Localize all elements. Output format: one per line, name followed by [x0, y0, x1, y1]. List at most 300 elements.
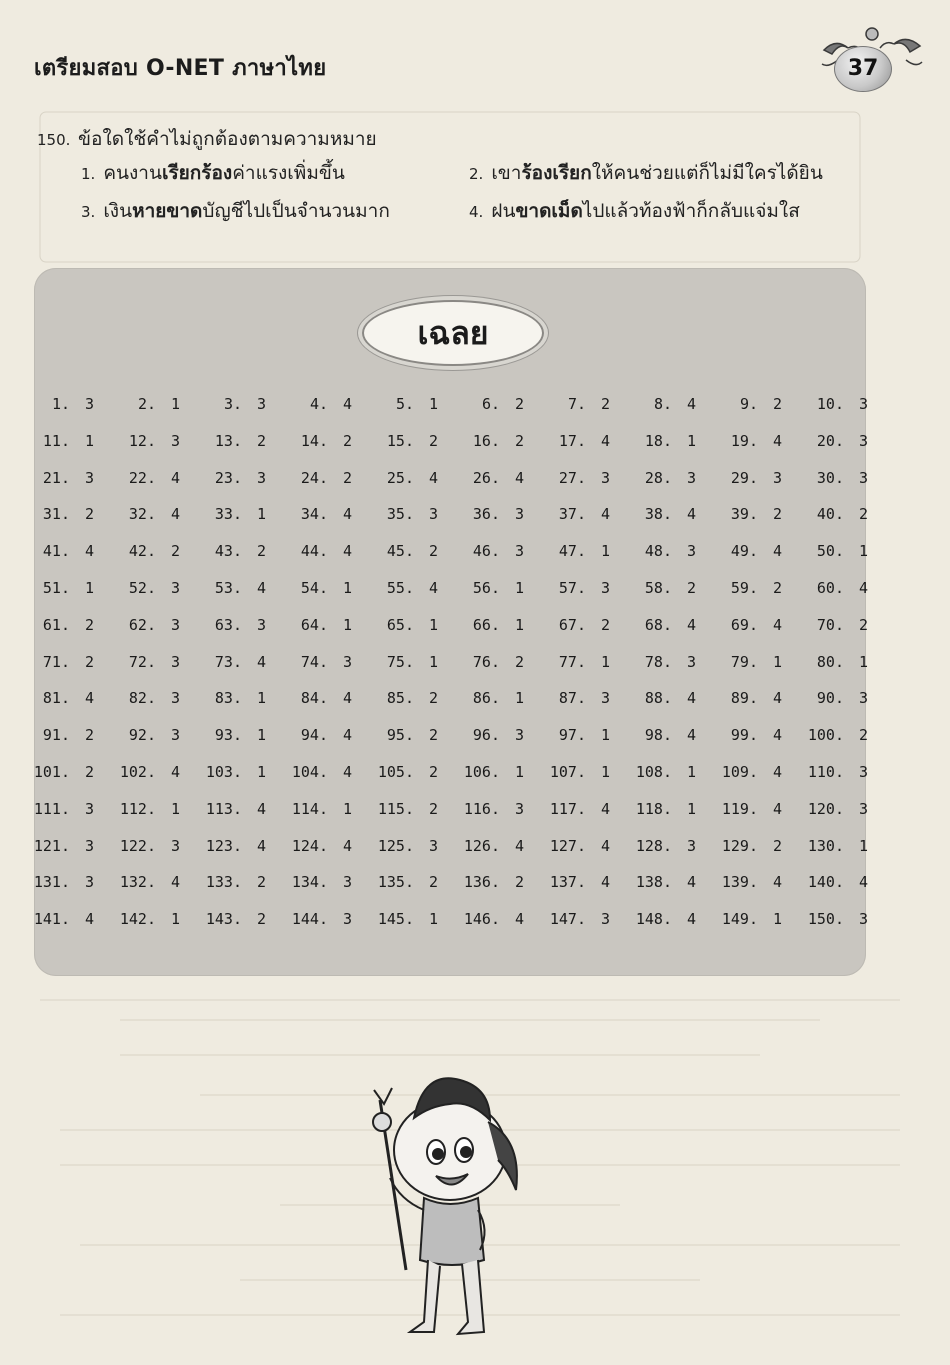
- answer-choice: 1: [858, 542, 868, 561]
- answer-choice: 2: [342, 468, 352, 487]
- answer-choice: 4: [858, 578, 868, 597]
- answer-question-number: 86.: [472, 689, 500, 708]
- answer-item: [540, 717, 616, 753]
- answer-choice: 4: [256, 652, 266, 671]
- answer-question-number: 5.: [395, 395, 414, 413]
- answer-item: [798, 607, 874, 643]
- answer-item: [24, 680, 100, 716]
- question-stem: ข้อใดใช้คำไม่ถูกต้องตามความหมาย: [78, 128, 377, 150]
- answer-choice: 1: [772, 910, 782, 929]
- answer-item: [196, 754, 272, 790]
- answer-question-number: 93.: [214, 726, 242, 745]
- option-text: คนงาน: [103, 162, 162, 184]
- answer-choice: 4: [772, 431, 782, 450]
- answer-question-number: 73.: [214, 652, 242, 671]
- answer-item: [24, 791, 100, 827]
- answer-row: [40, 533, 868, 570]
- answer-question-number: 82.: [128, 689, 156, 708]
- answer-item: [454, 754, 530, 790]
- answer-choice: 1: [256, 505, 266, 524]
- answer-question-number: 48.: [644, 542, 672, 561]
- answer-item: [712, 791, 788, 827]
- answer-question-number: 107.: [549, 762, 586, 781]
- answer-question-number: 43.: [214, 542, 242, 561]
- answer-question-number: 10.: [816, 395, 844, 413]
- answer-item: [24, 386, 100, 422]
- answer-item: [712, 607, 788, 643]
- answer-choice: 3: [170, 615, 180, 634]
- answer-question-number: 111.: [33, 799, 70, 818]
- answer-question-number: 126.: [463, 836, 500, 855]
- answer-row: [33, 828, 868, 865]
- answer-item: [110, 864, 186, 900]
- answer-item: [626, 791, 702, 827]
- answer-question-number: 91.: [42, 726, 70, 745]
- answer-choice: 1: [600, 726, 610, 745]
- answer-choice: 2: [600, 615, 610, 634]
- answer-choice: 3: [84, 395, 94, 413]
- answer-choice: 4: [342, 395, 352, 413]
- answer-question-number: 148.: [635, 910, 672, 929]
- answer-choice: 2: [858, 505, 868, 524]
- answer-item: [282, 607, 358, 643]
- question-number: 150.: [37, 131, 71, 149]
- answer-question-number: 142.: [119, 910, 156, 929]
- answer-row: [40, 717, 868, 754]
- answer-choice: 1: [256, 689, 266, 708]
- answer-choice: 2: [84, 726, 94, 745]
- answer-question-number: 4.: [309, 395, 328, 413]
- answer-question-number: 58.: [644, 578, 672, 597]
- answer-question-number: 41.: [42, 542, 70, 561]
- answer-item: [24, 570, 100, 606]
- answer-row: [40, 460, 868, 497]
- answer-question-number: 28.: [644, 468, 672, 487]
- answer-choice: 2: [84, 762, 94, 781]
- answer-question-number: 60.: [816, 578, 844, 597]
- answer-question-number: 51.: [42, 578, 70, 597]
- answer-choice: 2: [428, 689, 438, 708]
- answer-item: [282, 754, 358, 790]
- answer-choice: 4: [170, 873, 180, 892]
- answer-choice: 1: [84, 431, 94, 450]
- answer-item: [712, 644, 788, 680]
- answer-choice: 4: [342, 689, 352, 708]
- answer-question-number: 150.: [807, 910, 844, 929]
- answer-question-number: 147.: [549, 910, 586, 929]
- answer-question-number: 2.: [137, 395, 156, 413]
- answer-question-number: 116.: [463, 799, 500, 818]
- answer-choice: 3: [256, 615, 266, 634]
- answer-question-number: 15.: [386, 431, 414, 450]
- answer-item: [798, 901, 874, 937]
- answer-item: [282, 828, 358, 864]
- answer-choice: 4: [772, 873, 782, 892]
- answer-item: [282, 644, 358, 680]
- answer-choice: 3: [772, 468, 782, 487]
- answer-item: [798, 460, 874, 496]
- option-number: 1.: [81, 165, 96, 183]
- answer-key-title-oval: [362, 300, 544, 366]
- answer-choice: 1: [428, 395, 438, 413]
- answer-question-number: 36.: [472, 505, 500, 524]
- answer-item: [626, 864, 702, 900]
- option-text: ฝน: [491, 200, 516, 222]
- option-keyword: หายขาด: [132, 200, 203, 222]
- answer-question-number: 39.: [730, 505, 758, 524]
- answer-choice: 1: [514, 578, 524, 597]
- answer-item: [196, 680, 272, 716]
- answer-question-number: 140.: [807, 873, 844, 892]
- answer-choice: 4: [686, 726, 696, 745]
- answer-item: [368, 644, 444, 680]
- answer-question-number: 138.: [635, 873, 672, 892]
- answer-question-number: 118.: [635, 799, 672, 818]
- answer-item: [282, 570, 358, 606]
- page-number: 37: [834, 46, 892, 92]
- answer-question-number: 13.: [214, 431, 242, 450]
- answer-item: [540, 386, 616, 422]
- answer-choice: 3: [858, 910, 868, 929]
- answer-choice: 3: [858, 689, 868, 708]
- answer-question-number: 130.: [807, 836, 844, 855]
- option-keyword: เรียกร้อง: [161, 162, 233, 184]
- answer-item: [712, 533, 788, 569]
- answer-question-number: 117.: [549, 799, 586, 818]
- answer-item: [626, 828, 702, 864]
- answer-item: [110, 423, 186, 459]
- answer-choice: 2: [84, 505, 94, 524]
- answer-question-number: 137.: [549, 873, 586, 892]
- answer-choice: 4: [686, 505, 696, 524]
- option-number: 4.: [469, 203, 484, 221]
- option-keyword: ร้องเรียก: [521, 162, 592, 184]
- answer-question-number: 38.: [644, 505, 672, 524]
- answer-question-number: 139.: [721, 873, 758, 892]
- answer-question-number: 64.: [300, 615, 328, 634]
- answer-item: [24, 717, 100, 753]
- option-1: [81, 158, 345, 189]
- answer-choice: 4: [84, 910, 94, 929]
- answer-choice: 1: [686, 431, 696, 450]
- option-2: [469, 158, 823, 189]
- answer-item: [798, 680, 874, 716]
- answer-item: [368, 570, 444, 606]
- answer-question-number: 14.: [300, 431, 328, 450]
- answer-question-number: 9.: [739, 395, 758, 413]
- answer-question-number: 34.: [300, 505, 328, 524]
- answer-item: [110, 828, 186, 864]
- answer-question-number: 62.: [128, 615, 156, 634]
- answer-question-number: 120.: [807, 799, 844, 818]
- answer-choice: 2: [772, 836, 782, 855]
- answer-question-number: 144.: [291, 910, 328, 929]
- answer-question-number: 3.: [223, 395, 242, 413]
- answer-item: [368, 386, 444, 422]
- answer-choice: 1: [256, 726, 266, 745]
- answer-choice: 2: [772, 505, 782, 524]
- answer-choice: 1: [600, 542, 610, 561]
- answer-item: [110, 533, 186, 569]
- answer-choice: 4: [256, 836, 266, 855]
- option-text: บัญชีไปเป็นจำนวนมาก: [202, 200, 390, 222]
- answer-choice: 3: [84, 468, 94, 487]
- answer-choice: 3: [256, 468, 266, 487]
- answer-choice: 2: [428, 873, 438, 892]
- answer-question-number: 24.: [300, 468, 328, 487]
- answer-question-number: 56.: [472, 578, 500, 597]
- answer-question-number: 20.: [816, 431, 844, 450]
- answer-item: [798, 791, 874, 827]
- answer-question-number: 146.: [463, 910, 500, 929]
- answer-question-number: 37.: [558, 505, 586, 524]
- answer-question-number: 98.: [644, 726, 672, 745]
- answer-question-number: 66.: [472, 615, 500, 634]
- answer-question-number: 27.: [558, 468, 586, 487]
- answer-question-number: 21.: [42, 468, 70, 487]
- answer-choice: 1: [772, 652, 782, 671]
- cartoon-boy-mascot-icon: [340, 1060, 540, 1360]
- answer-choice: 4: [342, 836, 352, 855]
- answer-row: [33, 754, 868, 791]
- answer-choice: 3: [84, 836, 94, 855]
- answer-question-number: 110.: [807, 762, 844, 781]
- answer-choice: 3: [256, 395, 266, 413]
- answer-item: [196, 570, 272, 606]
- answer-question-number: 46.: [472, 542, 500, 561]
- answer-item: [368, 423, 444, 459]
- answer-item: [626, 680, 702, 716]
- answer-item: [712, 423, 788, 459]
- answer-choice: 2: [170, 542, 180, 561]
- answer-item: [282, 386, 358, 422]
- answer-item: [626, 570, 702, 606]
- answer-item: [282, 533, 358, 569]
- answer-choice: 4: [772, 689, 782, 708]
- answer-item: [798, 644, 874, 680]
- answer-choice: 2: [686, 578, 696, 597]
- answer-item: [626, 644, 702, 680]
- answer-choice: 4: [170, 762, 180, 781]
- option-number: 3.: [81, 203, 96, 221]
- answer-choice: 3: [84, 873, 94, 892]
- answer-question-number: 96.: [472, 726, 500, 745]
- answer-choice: 3: [170, 726, 180, 745]
- answer-choice: 4: [342, 505, 352, 524]
- answer-question-number: 6.: [481, 395, 500, 413]
- answer-choice: 4: [772, 615, 782, 634]
- answer-choice: 4: [772, 762, 782, 781]
- answer-row: [33, 901, 868, 938]
- answer-question-number: 1.: [51, 395, 70, 413]
- answer-question-number: 127.: [549, 836, 586, 855]
- answer-item: [540, 828, 616, 864]
- answer-question-number: 136.: [463, 873, 500, 892]
- answer-choice: 3: [428, 836, 438, 855]
- answer-choice: 3: [858, 431, 868, 450]
- answer-question-number: 77.: [558, 652, 586, 671]
- answer-choice: 4: [256, 799, 266, 818]
- answer-question-number: 123.: [205, 836, 242, 855]
- answer-question-number: 8.: [653, 395, 672, 413]
- answer-row: [33, 791, 868, 828]
- answer-question-number: 103.: [205, 762, 242, 781]
- answer-choice: 1: [342, 615, 352, 634]
- answer-item: [368, 496, 444, 532]
- answer-choice: 2: [256, 910, 266, 929]
- answer-item: [368, 901, 444, 937]
- answer-grid: [33, 386, 868, 938]
- answer-question-number: 128.: [635, 836, 672, 855]
- option-text: เงิน: [103, 200, 133, 222]
- answer-item: [196, 533, 272, 569]
- answer-choice: 1: [686, 762, 696, 781]
- answer-choice: 3: [600, 910, 610, 929]
- answer-question-number: 68.: [644, 615, 672, 634]
- answer-question-number: 108.: [635, 762, 672, 781]
- answer-item: [110, 754, 186, 790]
- answer-item: [540, 680, 616, 716]
- answer-question-number: 141.: [33, 910, 70, 929]
- answer-choice: 3: [686, 542, 696, 561]
- answer-item: [454, 607, 530, 643]
- answer-item: [454, 386, 530, 422]
- answer-item: [626, 901, 702, 937]
- answer-question-number: 49.: [730, 542, 758, 561]
- answer-item: [712, 496, 788, 532]
- answer-choice: 4: [772, 542, 782, 561]
- answer-choice: 4: [514, 836, 524, 855]
- answer-question-number: 134.: [291, 873, 328, 892]
- answer-item: [798, 864, 874, 900]
- option-keyword: ขาดเม็ด: [515, 200, 583, 222]
- answer-choice: 4: [84, 689, 94, 708]
- answer-row: [40, 570, 868, 607]
- answer-question-number: 52.: [128, 578, 156, 597]
- answer-item: [196, 864, 272, 900]
- answer-item: [368, 754, 444, 790]
- answer-question-number: 63.: [214, 615, 242, 634]
- answer-choice: 1: [514, 689, 524, 708]
- answer-question-number: 105.: [377, 762, 414, 781]
- answer-item: [798, 423, 874, 459]
- answer-item: [454, 644, 530, 680]
- answer-item: [24, 533, 100, 569]
- answer-item: [540, 754, 616, 790]
- answer-choice: 3: [600, 468, 610, 487]
- answer-question-number: 113.: [205, 799, 242, 818]
- answer-choice: 1: [600, 652, 610, 671]
- answer-choice: 4: [84, 542, 94, 561]
- answer-item: [196, 791, 272, 827]
- answer-choice: 2: [256, 873, 266, 892]
- answer-choice: 4: [428, 468, 438, 487]
- answer-question-number: 90.: [816, 689, 844, 708]
- answer-row: [40, 607, 868, 644]
- answer-item: [24, 460, 100, 496]
- answer-question-number: 50.: [816, 542, 844, 561]
- answer-question-number: 97.: [558, 726, 586, 745]
- answer-item: [454, 570, 530, 606]
- answer-question-number: 81.: [42, 689, 70, 708]
- answer-item: [110, 680, 186, 716]
- answer-question-number: 101.: [33, 762, 70, 781]
- answer-choice: 3: [514, 799, 524, 818]
- answer-item: [712, 754, 788, 790]
- answer-item: [540, 423, 616, 459]
- answer-item: [626, 754, 702, 790]
- answer-choice: 3: [686, 652, 696, 671]
- answer-item: [368, 607, 444, 643]
- answer-choice: 2: [600, 395, 610, 413]
- answer-question-number: 30.: [816, 468, 844, 487]
- answer-item: [24, 644, 100, 680]
- answer-item: [368, 460, 444, 496]
- answer-choice: 3: [170, 578, 180, 597]
- answer-choice: 4: [772, 726, 782, 745]
- answer-item: [282, 791, 358, 827]
- answer-choice: 2: [772, 395, 782, 413]
- answer-choice: 3: [170, 689, 180, 708]
- question-150: [37, 124, 917, 238]
- answer-question-number: 124.: [291, 836, 328, 855]
- answer-question-number: 131.: [33, 873, 70, 892]
- answer-question-number: 69.: [730, 615, 758, 634]
- answer-choice: 3: [342, 873, 352, 892]
- answer-item: [110, 496, 186, 532]
- answer-question-number: 119.: [721, 799, 758, 818]
- answer-question-number: 17.: [558, 431, 586, 450]
- answer-choice: 4: [686, 615, 696, 634]
- answer-question-number: 129.: [721, 836, 758, 855]
- answer-question-number: 26.: [472, 468, 500, 487]
- answer-choice: 4: [342, 762, 352, 781]
- answer-item: [110, 607, 186, 643]
- answer-item: [282, 680, 358, 716]
- answer-item: [24, 754, 100, 790]
- answer-question-number: 25.: [386, 468, 414, 487]
- answer-question-number: 32.: [128, 505, 156, 524]
- answer-question-number: 65.: [386, 615, 414, 634]
- answer-question-number: 74.: [300, 652, 328, 671]
- answer-row: [40, 644, 868, 681]
- answer-question-number: 95.: [386, 726, 414, 745]
- answer-question-number: 44.: [300, 542, 328, 561]
- answer-choice: 4: [858, 873, 868, 892]
- answer-choice: 4: [428, 578, 438, 597]
- answer-choice: 1: [858, 836, 868, 855]
- answer-item: [110, 386, 186, 422]
- answer-item: [626, 423, 702, 459]
- answer-choice: 1: [428, 910, 438, 929]
- answer-choice: 3: [170, 836, 180, 855]
- answer-choice: 2: [858, 726, 868, 745]
- answer-item: [368, 717, 444, 753]
- option-text: เขา: [491, 162, 522, 184]
- answer-choice: 3: [686, 836, 696, 855]
- answer-choice: 2: [428, 726, 438, 745]
- answer-question-number: 94.: [300, 726, 328, 745]
- answer-choice: 4: [170, 505, 180, 524]
- answer-item: [626, 460, 702, 496]
- answer-item: [196, 717, 272, 753]
- answer-choice: 2: [858, 615, 868, 634]
- answer-choice: 3: [514, 505, 524, 524]
- answer-item: [798, 496, 874, 532]
- answer-question-number: 79.: [730, 652, 758, 671]
- answer-item: [712, 386, 788, 422]
- answer-question-number: 57.: [558, 578, 586, 597]
